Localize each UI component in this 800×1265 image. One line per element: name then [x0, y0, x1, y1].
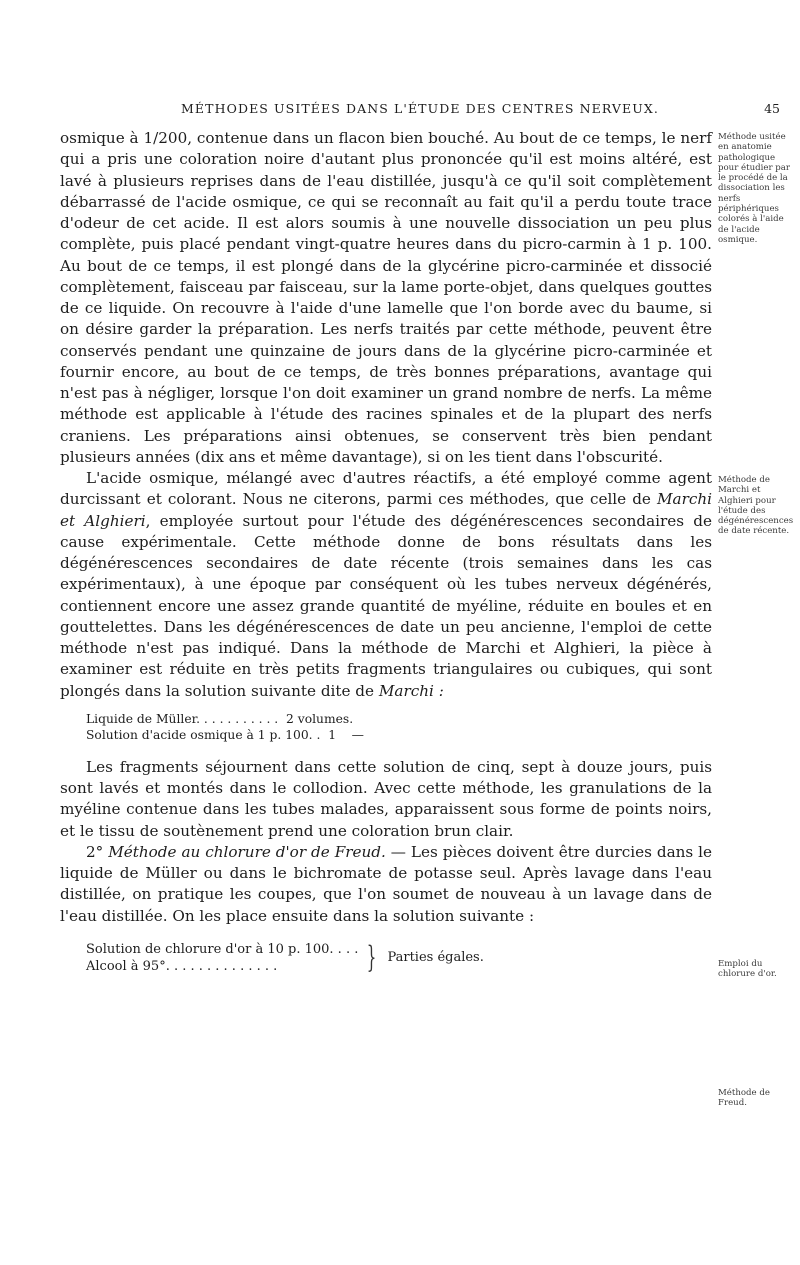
freud-formula: [86, 941, 712, 975]
marchi-ref: Marchi :: [378, 681, 444, 700]
paragraph-2-start: L'acide osmique, mélangé avec d'autres réactifs, a été employé comme agent durcissant et colorant. Nous ne citerons, parmi ces méthodes, que celle de: [60, 469, 712, 509]
paragraph-1: osmique à 1/200, contenue dans un flacon bien bouché. Au bout de ce temps, le nerf qui a pris une coloration noire d'autant plus prononcée qu'il est moins altéré, est lavé à plusieurs reprises dans de l'eau distillée, jusqu'à ce qu'il soit complètement débarrassé de l'acide osmique, ce qui se reconnaît au fait qu'il a perdu toute trace d'odeur de cet acide. Il est alors soumis à une nouvelle dissociation un peu plus complète, puis placé pendant vingt-quatre heures dans du picro-carmin à 1 p. 100. Au bout de ce temps, il est plongé dans de la glycérine picro-carminée et dissocié complètement, faisceau par faisceau, sur la lame porte-objet, dans quelques gouttes de ce liquide. On recouvre à l'aide d'une lamelle que l'on borde avec du baume, si on désire garder la préparation. Les nerfs traités par cette méthode, peuvent être conservés pendant une quinzaine de jours dans de la glycérine picro-carminée et fournir encore, au bout de ce temps, de très bonnes préparations, avantage qui n'est pas à négliger, lorsque l'on doit examiner un grand nombre de nerfs. La même méthode est applicable à l'étude des racines spinales et de la plupart des nerfs craniens. Les préparations ainsi obtenues, se conservent très bien pendant plusieurs années (dix ans et même davantage), si on les tient dans l'obscurité.: [60, 129, 712, 466]
brace-glyph: }: [367, 939, 377, 975]
formula-row: Solution d'acide osmique à 1 p. 100. . 1 —: [86, 727, 364, 742]
margin-note-marchi: Méthode de Marchi et Alghieri pour l'étude des dégénérescences de date récente.: [718, 475, 794, 537]
page-number: 45: [764, 101, 780, 116]
paragraph-2-end: , employée surtout pour l'étude des dégénérescences secondaires de cause expérimentale. Cette méthode donne de bons résultats dans les dégénérescences secondaires de date récente (trois semaines dans les cas expérimentaux), à une époque par conséquent où les tubes nerveux dégénérés, contiennent encore une assez grande quantité de myéline, réduite en boules et en gouttelettes. Dans les dégénérescences de date un peu ancienne, l'emploi de cette méthode n'est pas indiqué. Dans la méthode de Marchi et Alghieri, la pièce à examiner est réduite en très petits fragments triangulaires ou cubiques, qui sont plongés dans la solution suivante dite de: [60, 511, 712, 700]
authors-marchi-alghieri: Marchi et Alghieri: [60, 490, 712, 530]
formula-row: Alcool à 95°. . . . . . . . . . . . . .: [86, 958, 278, 974]
paragraph-4: [60, 842, 712, 927]
running-title: MÉTHODES USITÉES DANS L'ÉTUDE DES CENTRES NERVEUX.: [181, 101, 659, 116]
formula-row: Liquide de Müller. . . . . . . . . . . 2 volumes.: [86, 711, 354, 726]
section-title: Méthode au chlorure d'or de Freud.: [108, 842, 386, 861]
paragraph-4-text: — Les pièces doivent être durcies dans le liquide de Müller ou dans le bichromate de potasse seul. Après lavage dans l'eau distillée, on pratique les coupes, que l'on soumet de nouveau à un lavage dans de l'eau distillée. On les place ensuite dans la solution suivante :: [60, 842, 712, 925]
running-head: [60, 101, 780, 116]
formula-row: Solution de chlorure d'or à 10 p. 100. . . .: [86, 941, 359, 957]
paragraph-3: Les fragments séjournent dans cette solution de cinq, sept à douze jours, puis sont lavés et montés dans le collodion. Avec cette méthode, les granulations de la myéline contenue dans les tubes malades, apparaissent sous forme de points noirs, et le tissu de soutènement prend une coloration brun clair.: [60, 757, 712, 840]
margin-note-freud: Méthode de Freud.: [718, 1088, 770, 1109]
formula-note: Parties égales.: [387, 950, 484, 966]
freud-formula-lines: [86, 941, 358, 975]
margin-note-chlorure: Emploi du chlorure d'or.: [718, 959, 777, 980]
paragraph-2: [60, 468, 712, 702]
marchi-formula: [86, 711, 712, 743]
main-text: [60, 128, 712, 975]
margin-note-dissociation: Méthode usitée en anatomie pathologique pour étudier par le procédé de la dissociation les nerfs périphériques colorés à l'aide de l'acide osmique.: [718, 132, 791, 245]
section-number: 2°: [86, 842, 104, 861]
